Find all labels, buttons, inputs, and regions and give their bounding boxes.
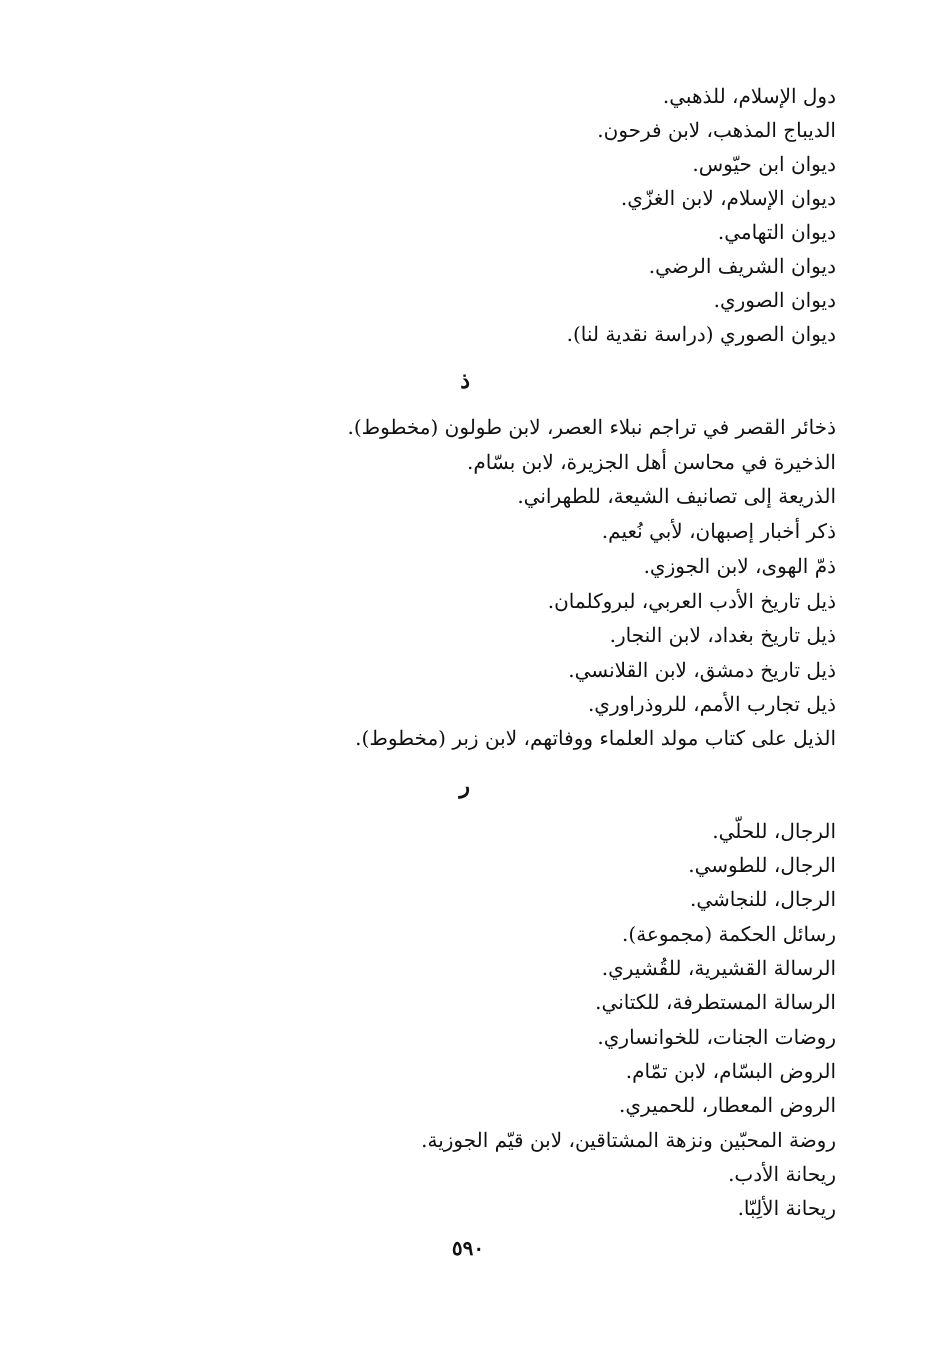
entry: الذيل على كتاب مولد العلماء ووفاتهم، لابن زبر (مخطوط).	[355, 726, 836, 750]
entry: ديوان الصوري.	[713, 288, 836, 312]
entry: روضة المحبّين ونزهة المشتاقين، لابن قيّم الجوزية.	[421, 1128, 836, 1152]
entry: الرسالة المستطرفة، للكتاني.	[595, 990, 836, 1014]
page-number: ٥٩٠	[451, 1236, 485, 1260]
entry: دول الإسلام، للذهبي.	[662, 84, 836, 108]
entry: الرجال، للنجاشي.	[689, 887, 836, 911]
entry: ذمّ الهوى، لابن الجوزي.	[643, 554, 836, 578]
entry: ذيل تاريخ بغداد، لابن النجار.	[609, 623, 836, 647]
entry: ذيل تاريخ الأدب العربي، لبروكلمان.	[547, 589, 836, 613]
entry: ديوان الإسلام، لابن الغزّي.	[620, 186, 836, 210]
entry: ذيل تاريخ دمشق، لابن القلانسي.	[568, 658, 836, 682]
entry: ريحانة الألِبّا.	[737, 1196, 836, 1220]
entry: ذكر أخبار إصبهان، لأبي نُعيم.	[601, 519, 836, 543]
entry: ديوان ابن حيّوس.	[692, 152, 836, 176]
entry: روضات الجنات، للخوانساري.	[597, 1025, 836, 1049]
entry: ديوان الشريف الرضي.	[648, 254, 836, 278]
entry: رسائل الحكمة (مجموعة).	[622, 922, 836, 946]
section-heading-ra: ر	[459, 773, 470, 799]
entry: ديوان الصوري (دراسة نقدية لنا).	[566, 322, 836, 346]
section-heading-dhal: ذ	[460, 368, 470, 394]
entry: الروض المعطار، للحميري.	[619, 1093, 836, 1117]
entry: ريحانة الأدب.	[728, 1162, 836, 1186]
entry: ذخائر القصر في تراجم نبلاء العصر، لابن طولون (مخطوط).	[347, 415, 836, 439]
entry: ذيل تجارب الأمم، للروذراوري.	[587, 692, 836, 716]
entry: الرجال، للطوسي.	[688, 853, 836, 877]
entry: ديوان التهامي.	[717, 220, 836, 244]
entry: الديباج المذهب، لابن فرحون.	[597, 118, 836, 142]
entry: الرجال، للحلّي.	[712, 819, 836, 843]
entry: الروض البسّام، لابن تمّام.	[625, 1059, 836, 1083]
entry: الذريعة إلى تصانيف الشيعة، للطهراني.	[517, 484, 836, 508]
entry: الرسالة القشيرية، للقُشيري.	[601, 956, 836, 980]
entry: الذخيرة في محاسن أهل الجزيرة، لابن بسّام.	[467, 450, 836, 474]
